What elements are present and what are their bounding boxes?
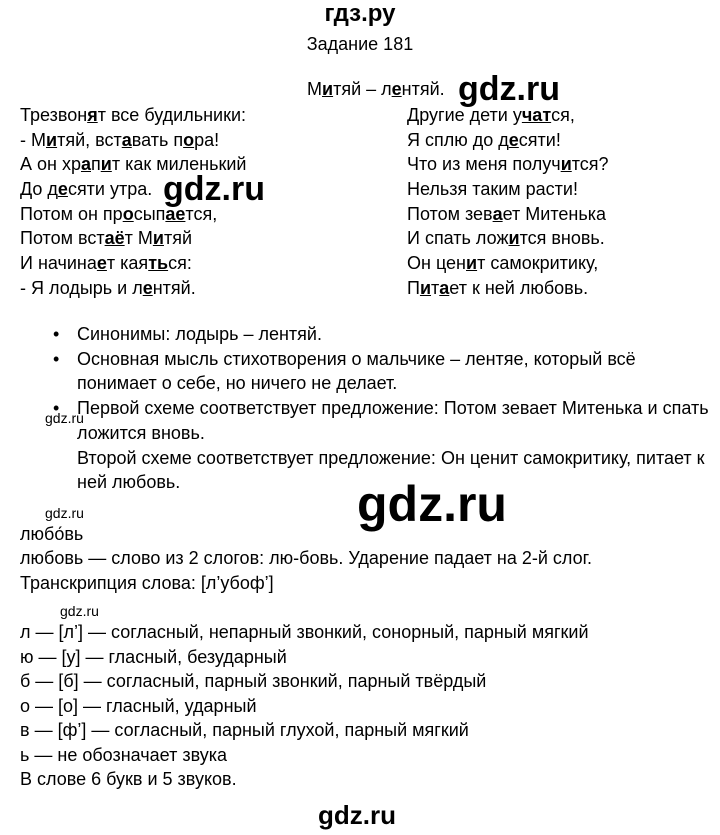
poem-line: Он ценит самокритику, bbox=[407, 253, 599, 274]
second-scheme-text: Второй схеме соответствует предложение: Он ценит самокритику, питает к ней любовь. bbox=[77, 447, 705, 493]
watermark: gdz.ru bbox=[163, 170, 265, 208]
transcription-text: Транскрипция слова: [л’убоф’] bbox=[20, 573, 274, 593]
poem-line: И спать ложится вновь. bbox=[407, 228, 605, 249]
poem-line: До десяти утра. bbox=[20, 179, 153, 200]
poem-line: Я сплю до десяти! bbox=[407, 129, 561, 150]
analysis-line: о — [о] — гласный, ударный bbox=[20, 695, 257, 716]
word-heading: любо́вь bbox=[20, 524, 84, 544]
poem-line: - Митяй, вставать пора! bbox=[20, 129, 220, 150]
poem-line: И начинает каяться: bbox=[20, 253, 192, 274]
poem-line: Потом встаёт Митяй bbox=[20, 228, 192, 249]
poem-line: Потом зевает Митенька bbox=[407, 203, 606, 224]
watermark: gdz.ru bbox=[45, 410, 84, 426]
poem-line: Питает к ней любовь. bbox=[407, 277, 589, 298]
analysis-line: в — [ф’] — согласный, парный глухой, парный мягкий bbox=[20, 720, 469, 740]
site-name: гдз.ру bbox=[324, 0, 396, 27]
poem-line: Что из меня получится? bbox=[407, 154, 609, 175]
watermark: gdz.ru bbox=[45, 505, 84, 521]
syllables-text: любовь — слово из 2 слогов: лю-бовь. Ударение падает на 2-й слог. bbox=[20, 548, 592, 568]
answers-list bbox=[30, 322, 720, 495]
poem-line: Другие дети учатся, bbox=[407, 105, 575, 125]
analysis-line: л — [л’] — согласный, непарный звонкий, сонорный, парный мягкий bbox=[20, 622, 589, 642]
task-number: Задание 181 bbox=[306, 34, 414, 54]
poem-title: Митяй – лентяй. bbox=[307, 79, 445, 99]
watermark: gdz.ru bbox=[458, 70, 560, 108]
poem-line: Потом он просыпается, bbox=[20, 203, 218, 224]
poem-right-column bbox=[407, 103, 609, 301]
poem-line: А он храпит как миленький bbox=[20, 154, 247, 175]
analysis-line: В слове 6 букв и 5 звуков. bbox=[20, 769, 237, 789]
list-item: • Синонимы: лодырь – лентяй. bbox=[30, 322, 720, 347]
list-item: • Основная мысль стихотворения о мальчике – лентяе, который всё понимает о себе, но ничего не делает. bbox=[30, 347, 720, 396]
analysis-line: б — [б] — согласный, парный звонкий, парный твёрдый bbox=[20, 671, 487, 691]
watermark: gdz.ru bbox=[357, 476, 507, 532]
phonetic-analysis bbox=[20, 620, 589, 792]
poem-line: Трезвонят все будильники: bbox=[20, 105, 247, 125]
poem-line: Нельзя таким расти! bbox=[407, 179, 578, 200]
watermark: gdz.ru bbox=[60, 603, 99, 619]
analysis-line: ю — [у] — гласный, безударный bbox=[20, 646, 287, 667]
poem-line: - Я лодырь и лентяй. bbox=[20, 277, 196, 298]
watermark: gdz.ru bbox=[318, 800, 396, 830]
list-item: • Первой схеме соответствует предложение: Потом зевает Митенька и спать ложится вновь. bbox=[30, 396, 720, 445]
analysis-line: ь — не обозначает звука bbox=[20, 744, 228, 765]
